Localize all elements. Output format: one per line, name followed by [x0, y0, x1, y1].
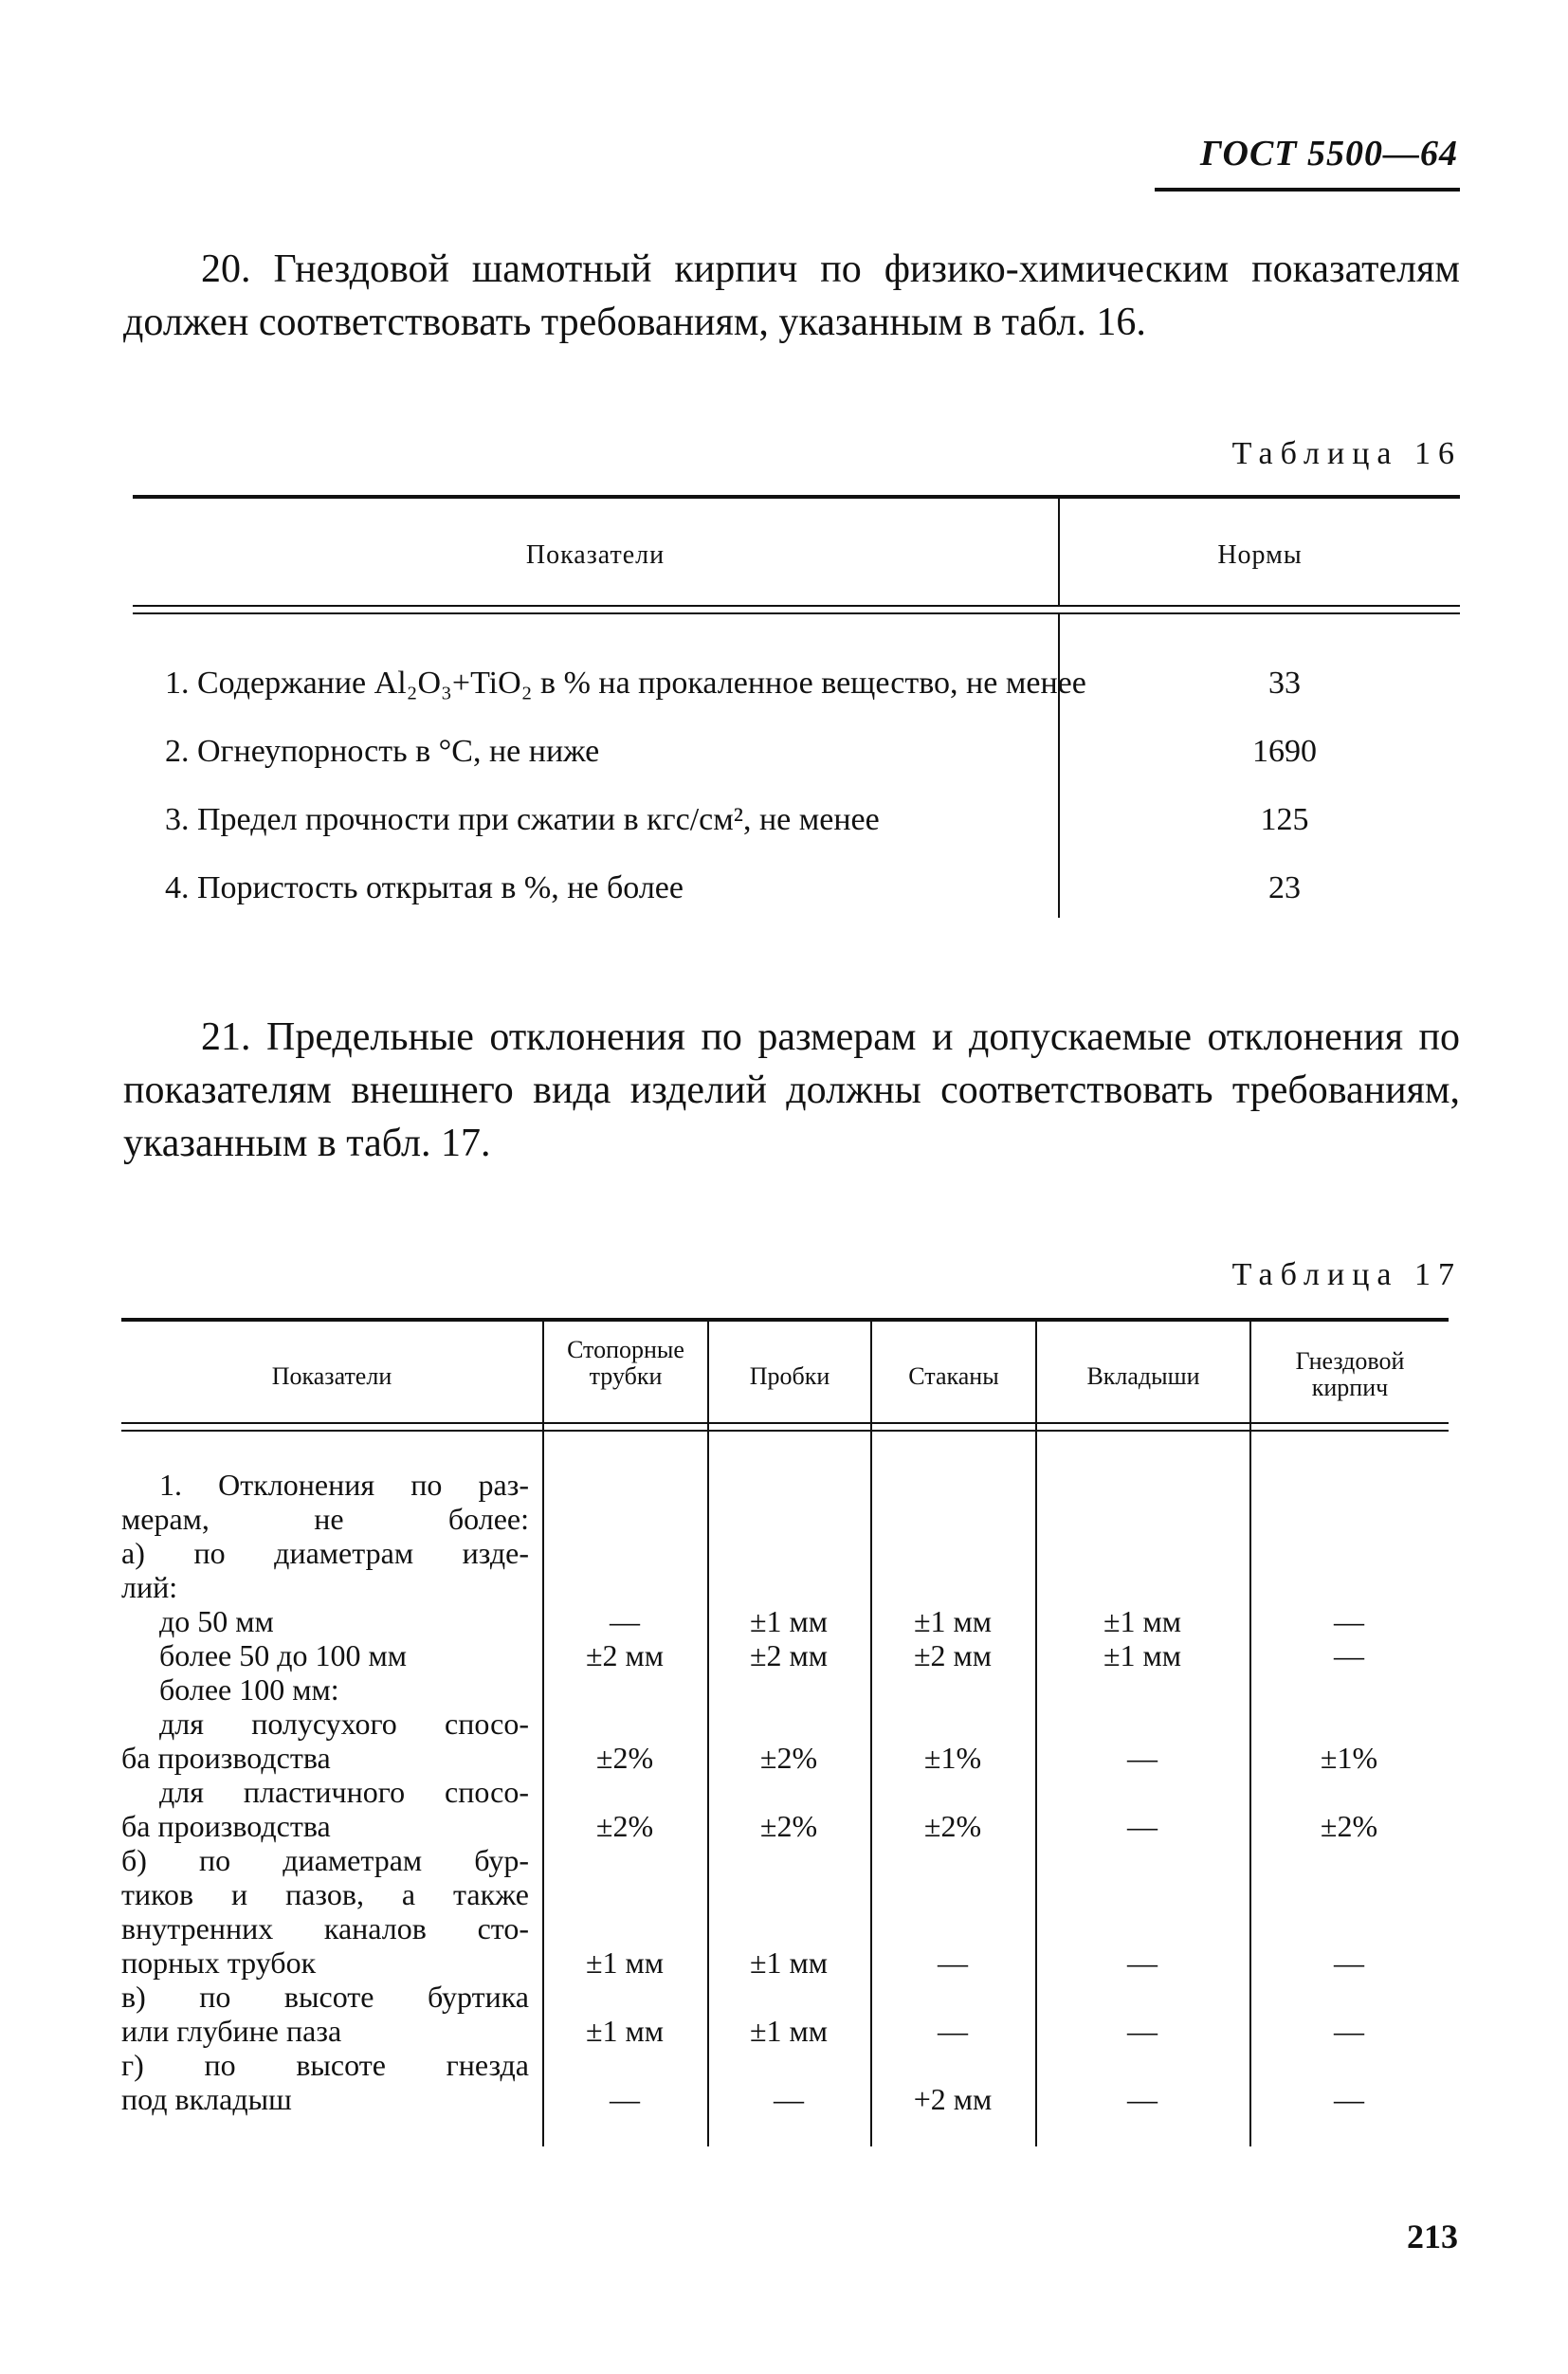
paragraph-20-text: 20. Гнездовой шамотный кирпич по физико-химическим показателям должен соответствовать требованиям, указанным в табл. 16. [123, 247, 1460, 344]
table-row [121, 2082, 1449, 2116]
row-cell: ±1 мм [585, 2014, 665, 2048]
row-cell [707, 1911, 870, 1945]
row-cell [1249, 1502, 1449, 1536]
row-cell: ±2% [759, 1809, 818, 1843]
table-row [133, 770, 1460, 838]
row-cell [707, 1536, 870, 1570]
table-row [121, 1570, 1449, 1604]
table-17-header-nozzles: Стаканы [908, 1362, 999, 1390]
table-row [121, 1638, 1449, 1672]
row-cell: — [774, 2082, 804, 2116]
row-label: тиков и пазов, а также [121, 1877, 529, 1911]
row-value: 23 [1268, 870, 1301, 905]
row-cell [870, 1877, 1035, 1911]
row-cell: ±1% [923, 1741, 982, 1775]
row-label: ба производства [121, 1809, 331, 1843]
row-cell [707, 1672, 870, 1707]
row-cell [1035, 1536, 1249, 1570]
paragraph-20 [123, 243, 1460, 349]
table-row [133, 838, 1460, 906]
row-cell [707, 1707, 870, 1741]
row-label: до 50 мм [159, 1604, 274, 1638]
row-label: г) по высоте гнезда [121, 2048, 529, 2082]
row-cell: — [610, 2082, 640, 2116]
row-cell [870, 1570, 1035, 1604]
row-cell: ±2 мм [913, 1638, 993, 1672]
table-16-caption: Таблица 16 [1231, 436, 1462, 471]
table-17-header-socket-brick: Гнездовой кирпич [1295, 1347, 1405, 1401]
row-label: 4. Пористость открытая в %, не более [165, 870, 684, 905]
row-cell [1035, 1570, 1249, 1604]
row-cell: — [1127, 1945, 1158, 1980]
table-16-top-rule [133, 495, 1460, 499]
row-cell [870, 1980, 1035, 2014]
row-cell [870, 1707, 1035, 1741]
table-17-body [121, 1468, 1449, 2116]
table-row [121, 1843, 1449, 1877]
table-row [121, 1502, 1449, 1536]
row-cell: ±2% [1320, 1809, 1378, 1843]
row-label: под вкладыш [121, 2082, 292, 2116]
document-header: ГОСТ 5500—64 [1200, 134, 1458, 173]
row-cell: ±2% [759, 1741, 818, 1775]
row-cell [1035, 2048, 1249, 2082]
table-17-header-stopper-tubes: Стопорные трубки [567, 1336, 684, 1390]
row-label: 1. Содержание Al₂O₃+TiO₂ в % на прокаленное вещество, не менее [165, 666, 1086, 701]
row-cell [1035, 1911, 1249, 1945]
row-label: ба производства [121, 1741, 331, 1775]
row-cell: ±1 мм [1103, 1604, 1182, 1638]
table-17-header-inserts: Вкладыши [1086, 1362, 1200, 1390]
row-label: а) по диаметрам изде- [121, 1536, 529, 1570]
row-cell [542, 1707, 707, 1741]
row-cell [542, 1570, 707, 1604]
row-cell: ±2 мм [585, 1638, 665, 1672]
row-cell: — [938, 1945, 968, 1980]
row-cell [1249, 1570, 1449, 1604]
row-cell [1249, 1468, 1449, 1502]
row-cell [1249, 1536, 1449, 1570]
row-cell: — [1334, 1945, 1364, 1980]
row-cell [707, 1980, 870, 2014]
table-row [121, 1604, 1449, 1638]
row-cell [542, 1536, 707, 1570]
table-row [121, 1945, 1449, 1980]
table-17-header-plugs: Пробки [749, 1362, 830, 1390]
row-label: 2. Огнеупорность в °С, не ниже [165, 734, 600, 769]
row-cell [542, 1877, 707, 1911]
row-cell [1249, 2048, 1449, 2082]
row-label: 3. Предел прочности при сжатии в кгс/см², не менее [165, 802, 880, 837]
row-cell [1249, 1775, 1449, 1809]
row-cell [1249, 1911, 1449, 1945]
row-label: в) по высоте буртика [121, 1980, 529, 2014]
table-row [121, 1809, 1449, 1843]
row-cell [870, 1536, 1035, 1570]
table-17-header-indicators: Показатели [271, 1362, 392, 1390]
row-cell [542, 2048, 707, 2082]
row-cell [870, 1843, 1035, 1877]
paragraph-21 [123, 1011, 1460, 1170]
row-cell [707, 1570, 870, 1604]
row-cell [1035, 1775, 1249, 1809]
row-cell [1249, 1980, 1449, 2014]
table-row [121, 1468, 1449, 1502]
row-cell: — [1127, 1741, 1158, 1775]
table-row [121, 1980, 1449, 2014]
row-label: мерам, не более: [121, 1502, 529, 1536]
row-label: или глубине паза [121, 2014, 342, 2048]
table-row [121, 1741, 1449, 1775]
row-label: внутренних каналов сто- [121, 1911, 529, 1945]
table-row [121, 1911, 1449, 1945]
row-cell: ±2% [595, 1809, 654, 1843]
table-row [121, 2048, 1449, 2082]
row-cell [707, 1775, 870, 1809]
row-cell: — [1334, 2082, 1364, 2116]
table-16-header-norms: Нормы [1217, 540, 1303, 570]
row-cell [1035, 1707, 1249, 1741]
row-label: 1. Отклонения по раз- [159, 1468, 529, 1502]
table-row [133, 702, 1460, 770]
row-cell: ±2% [595, 1741, 654, 1775]
row-cell: ±1% [1320, 1741, 1378, 1775]
row-cell [870, 2048, 1035, 2082]
row-value: 33 [1268, 666, 1301, 701]
page-number: 213 [1407, 2218, 1458, 2255]
row-cell: ±1 мм [749, 1604, 829, 1638]
row-cell [542, 1672, 707, 1707]
row-cell [870, 1468, 1035, 1502]
row-cell: — [610, 1604, 640, 1638]
table-16-header-indicators: Показатели [525, 540, 665, 570]
row-cell [1035, 1672, 1249, 1707]
row-cell [870, 1775, 1035, 1809]
table-row [133, 633, 1460, 702]
row-cell [707, 1468, 870, 1502]
row-cell [542, 1468, 707, 1502]
row-label: порных трубок [121, 1945, 317, 1980]
table-row [121, 1877, 1449, 1911]
row-cell [1035, 1468, 1249, 1502]
row-label: более 50 до 100 мм [159, 1638, 408, 1672]
row-cell: ±1 мм [585, 1945, 665, 1980]
row-cell: — [1334, 1638, 1364, 1672]
row-cell: ±2% [923, 1809, 982, 1843]
table-row [121, 1707, 1449, 1741]
row-cell [542, 1843, 707, 1877]
row-cell: ±1 мм [749, 2014, 829, 2048]
row-cell [707, 1502, 870, 1536]
row-cell: — [1127, 1809, 1158, 1843]
table-17-caption: Таблица 17 [1231, 1257, 1462, 1292]
row-cell [1035, 1843, 1249, 1877]
row-cell [870, 1502, 1035, 1536]
row-cell [1035, 1980, 1249, 2014]
row-cell [1249, 1843, 1449, 1877]
row-value: 125 [1260, 802, 1309, 837]
row-cell [542, 1980, 707, 2014]
row-label: для полусухого спосо- [159, 1707, 529, 1741]
row-cell [542, 1502, 707, 1536]
row-cell [1035, 1877, 1249, 1911]
row-cell: ±1 мм [1103, 1638, 1182, 1672]
row-cell [707, 2048, 870, 2082]
table-16-header-rule-1 [133, 605, 1460, 607]
row-cell: — [1334, 1604, 1364, 1638]
row-cell [542, 1911, 707, 1945]
row-cell [1249, 1877, 1449, 1911]
row-value: 1690 [1252, 734, 1317, 769]
row-cell [1035, 1502, 1249, 1536]
row-cell [1249, 1707, 1449, 1741]
header-rule [1155, 188, 1460, 192]
table-row [121, 1775, 1449, 1809]
table-row [121, 1536, 1449, 1570]
row-cell: ±1 мм [749, 1945, 829, 1980]
row-cell: — [938, 2014, 968, 2048]
row-cell [542, 1775, 707, 1809]
row-label: б) по диаметрам бур- [121, 1843, 529, 1877]
row-cell: ±2 мм [749, 1638, 829, 1672]
row-label: для пластичного спосо- [159, 1775, 529, 1809]
row-cell: ±1 мм [913, 1604, 993, 1638]
table-16-header-rule-2 [133, 612, 1460, 614]
table-row [121, 2014, 1449, 2048]
row-cell: — [1334, 2014, 1364, 2048]
row-label: более 100 мм: [159, 1672, 339, 1707]
table-row [121, 1672, 1449, 1707]
paragraph-21-text: 21. Предельные отклонения по размерам и допускаемые отклонения по показателям внешнего вида изделий должны соответствовать требованиям, указанным в табл. 17. [123, 1015, 1460, 1165]
row-cell [1249, 1672, 1449, 1707]
row-cell: — [1127, 2082, 1158, 2116]
row-cell: +2 мм [913, 2082, 993, 2116]
row-cell: — [1127, 2014, 1158, 2048]
row-cell [707, 1843, 870, 1877]
row-cell [707, 1877, 870, 1911]
row-label: лий: [121, 1570, 178, 1604]
row-cell [870, 1911, 1035, 1945]
table-16-body [133, 633, 1460, 906]
row-cell [870, 1672, 1035, 1707]
